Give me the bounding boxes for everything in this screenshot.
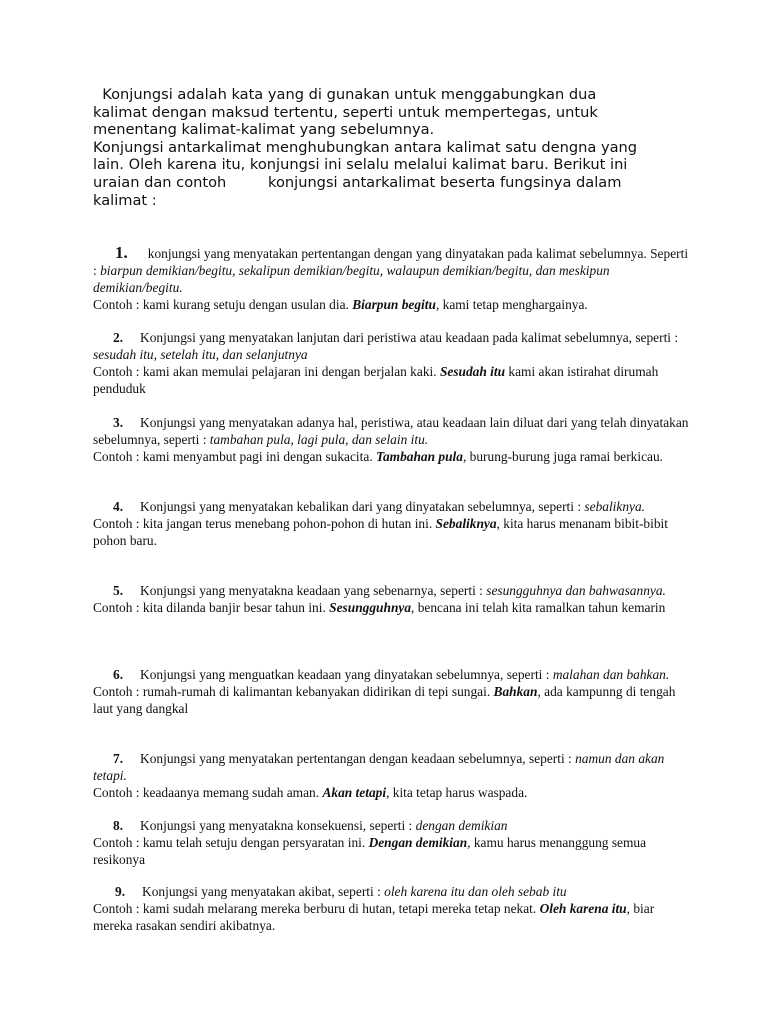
item-desc-text: Konjungsi yang menyatakan adanya hal, peristiwa, atau keadaan lain diluat dari yang telah dinyatakan sebelumnya, seperti :: [93, 415, 689, 447]
conjunction-item-6: [93, 666, 693, 717]
contoh-keyword: Sesungguhnya: [329, 600, 412, 615]
intro-paragraph: [93, 86, 693, 209]
intro-line: uraian dan contoh konjungsi antarkalimat beserta fungsinya dalam: [93, 173, 622, 191]
contoh-keyword: Dengan demikian: [368, 835, 468, 850]
item-desc-text: Konjungsi yang menyatakan lanjutan dari peristiwa atau keadaan pada kalimat sebelumnya, seperti :: [140, 330, 679, 345]
item-number: 8.: [113, 818, 124, 833]
item-desc-text: Konjungsi yang menyatakna keadaan yang sebenarnya, seperti :: [140, 583, 487, 598]
item-example-sentence: [93, 599, 693, 616]
item-description: [93, 498, 693, 515]
item-number: 3.: [113, 415, 124, 430]
conjunction-item-8: [93, 817, 693, 868]
contoh-keyword: Tambahan pula: [376, 449, 463, 464]
item-description: [93, 414, 693, 448]
item-desc-text: konjungsi yang menyatakan pertentangan dengan yang dinyatakan pada kalimat sebelumnya. Seperti :: [93, 246, 689, 278]
conjunction-item-4: [93, 498, 693, 549]
intro-line: menentang kalimat-kalimat yang sebelumnya.: [93, 121, 435, 139]
item-examples: biarpun demikian/begitu, sekalipun demikian/begitu, walaupun demikian/begitu, dan meskipun demikian/begitu.: [93, 263, 610, 295]
item-description: [93, 582, 693, 599]
intro-line: Konjungsi antarkalimat menghubungkan antara kalimat satu dengna yang: [93, 138, 638, 156]
contoh-post: , burung-burung juga ramai berkicau.: [462, 449, 664, 464]
conjunction-item-1: [93, 244, 693, 313]
contoh-pre: Contoh : kami menyambut pagi ini dengan sukacita.: [93, 449, 377, 464]
contoh-pre: Contoh : keadaanya memang sudah aman.: [93, 785, 323, 800]
item-desc-text: Konjungsi yang menyatakan pertentangan dengan keadaan sebelumnya, seperti :: [140, 751, 576, 766]
contoh-post: , ada kampunng di tengah laut yang dangkal: [93, 684, 676, 716]
contoh-post: , kita harus menanam bibit-bibit pohon baru.: [93, 516, 668, 548]
item-example-sentence: [93, 363, 693, 397]
item-desc-text: Konjungsi yang menyatakna konsekuensi, seperti :: [140, 818, 416, 833]
contoh-pre: Contoh : rumah-rumah di kalimantan kebanyakan didirikan di tepi sungai.: [93, 684, 494, 699]
item-description: [93, 666, 693, 683]
item-description: [93, 329, 693, 363]
item-desc-text: Konjungsi yang menyatakan kebalikan dari yang dinyatakan sebelumnya, seperti :: [140, 499, 585, 514]
item-description: [93, 817, 693, 834]
item-example-sentence: [93, 296, 693, 313]
item-description: [93, 750, 693, 784]
contoh-post: , kami tetap menghargainya.: [435, 297, 588, 312]
item-number: 1.: [115, 243, 128, 262]
item-example-sentence: [93, 834, 693, 868]
contoh-keyword: Sebaliknya: [435, 516, 497, 531]
conjunction-item-3: [93, 414, 693, 465]
contoh-keyword: Sesudah itu: [439, 364, 506, 379]
contoh-pre: Contoh : kamu telah setuju dengan persyaratan ini.: [93, 835, 369, 850]
item-example-sentence: [93, 515, 693, 549]
contoh-pre: Contoh : kami akan memulai pelajaran ini dengan berjalan kaki.: [93, 364, 440, 379]
item-example-sentence: [93, 900, 693, 934]
item-description: [93, 883, 693, 900]
conjunction-item-9: [93, 883, 693, 934]
contoh-pre: Contoh : kita dilanda banjir besar tahun ini.: [93, 600, 330, 615]
item-examples: tambahan pula, lagi pula, dan selain itu.: [209, 432, 429, 447]
contoh-keyword: Bahkan: [493, 684, 538, 699]
intro-line: Konjungsi adalah kata yang di gunakan untuk menggabungkan dua: [93, 86, 597, 103]
item-example-sentence: [93, 448, 693, 465]
contoh-pre: Contoh : kami sudah melarang mereka berburu di hutan, tetapi mereka tetap nekat.: [93, 901, 540, 916]
item-number: 2.: [113, 330, 124, 345]
contoh-post: , kita tetap harus waspada.: [386, 785, 528, 800]
item-example-sentence: [93, 784, 693, 801]
item-examples: oleh karena itu dan oleh sebab itu: [384, 884, 567, 899]
item-desc-text: Konjungsi yang menguatkan keadaan yang dinyatakan sebelumnya, seperti :: [140, 667, 553, 682]
contoh-post: kami akan istirahat dirumah penduduk: [93, 364, 659, 396]
item-examples: sesudah itu, setelah itu, dan selanjutnya: [93, 347, 308, 362]
intro-line: lain. Oleh karena itu, konjungsi ini selalu melalui kalimat baru. Berikut ini: [93, 156, 628, 174]
item-number: 9.: [115, 884, 126, 899]
item-examples: sesungguhnya dan bahwasannya.: [486, 583, 666, 598]
conjunction-item-5: [93, 582, 693, 616]
item-examples: sebaliknya.: [584, 499, 646, 514]
item-examples: dengan demikian: [415, 818, 508, 833]
item-examples: malahan dan bahkan.: [552, 667, 670, 682]
contoh-pre: Contoh : kami kurang setuju dengan usulan dia.: [93, 297, 353, 312]
item-number: 5.: [113, 583, 124, 598]
item-example-sentence: [93, 683, 693, 717]
item-number: 4.: [113, 499, 124, 514]
conjunction-item-2: [93, 329, 693, 397]
contoh-pre: Contoh : kita jangan terus menebang pohon-pohon di hutan ini.: [93, 516, 436, 531]
item-examples: namun dan akan tetapi.: [93, 751, 665, 783]
intro-line: kalimat dengan maksud tertentu, seperti untuk mempertegas, untuk: [93, 103, 598, 121]
contoh-keyword: Akan tetapi: [322, 785, 387, 800]
contoh-keyword: Oleh karena itu: [539, 901, 627, 916]
contoh-post: , biar mereka rasakan sendiri akibatnya.: [93, 901, 655, 933]
contoh-keyword: Biarpun begitu: [352, 297, 436, 312]
intro-line: kalimat :: [93, 191, 157, 209]
item-number: 7.: [113, 751, 124, 766]
contoh-post: , kamu harus menanggung semua resikonya: [93, 835, 647, 867]
contoh-post: , bencana ini telah kita ramalkan tahun kemarin: [411, 600, 666, 615]
item-number: 6.: [113, 667, 124, 682]
item-desc-text: Konjungsi yang menyatakan akibat, seperti :: [142, 884, 385, 899]
conjunction-item-7: [93, 750, 693, 801]
item-description: [93, 244, 693, 296]
